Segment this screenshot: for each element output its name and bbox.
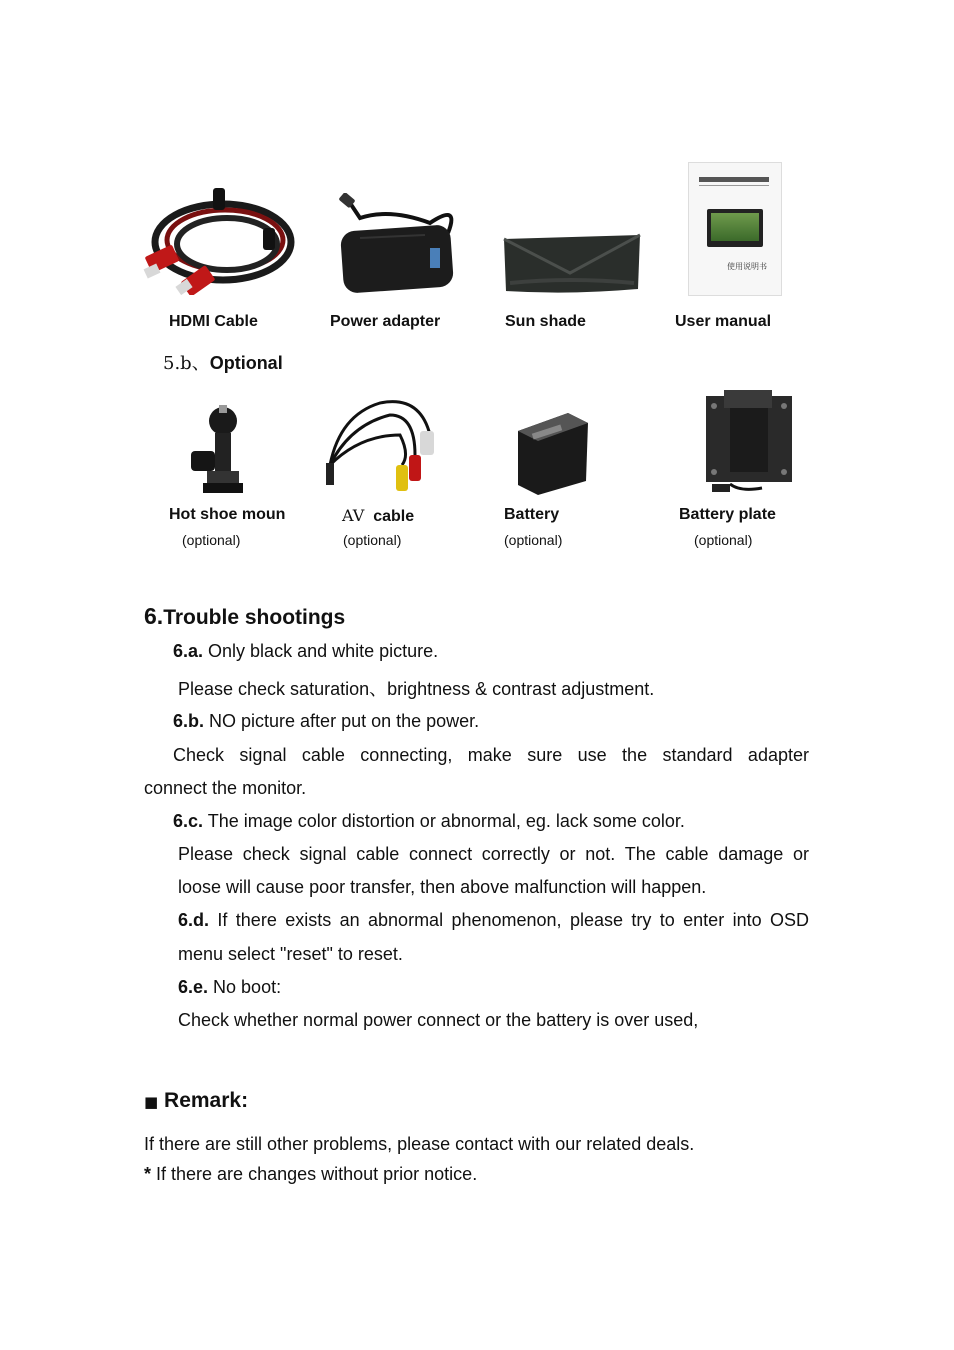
item-6c-fix-2: loose will cause poor transfer, then above malfunction will happen. <box>178 877 707 897</box>
item-6d-text-1: If there exists an abnormal phenomenon, please try to enter into OSD <box>209 910 809 930</box>
note-battery-plate: (optional) <box>694 532 753 548</box>
caption-av-cable-prefix: AV <box>342 506 365 525</box>
item-6e-label: 6.e. <box>178 977 209 997</box>
trouble-heading <box>144 603 345 630</box>
note-battery: (optional) <box>504 532 563 548</box>
caption-av-cable <box>342 506 414 526</box>
item-6c-label: 6.c. <box>173 811 204 831</box>
item-6e <box>178 977 281 998</box>
caption-user-manual: User manual <box>675 313 772 330</box>
item-6b-text: NO picture after put on the power. <box>204 711 480 731</box>
item-6e-fix: Check whether normal power connect or the battery is over used, <box>178 1010 699 1030</box>
remark-line-2 <box>144 1164 477 1185</box>
item-6e-text: No boot: <box>208 977 282 997</box>
remark-heading <box>144 1089 248 1113</box>
av-cable-icon <box>320 395 448 497</box>
battery-icon <box>512 405 592 497</box>
caption-battery: Battery <box>504 506 560 523</box>
remark-title: Remark: <box>164 1089 249 1112</box>
remark-star: * <box>144 1164 152 1184</box>
sun-shade-icon <box>500 233 644 295</box>
item-6a-text: Only black and white picture. <box>203 641 439 661</box>
battery-plate-icon <box>700 388 796 494</box>
item-6d-text-2: menu select "reset" to reset. <box>178 944 403 964</box>
trouble-number: 6. <box>144 603 164 629</box>
item-6d <box>178 910 809 931</box>
item-6b-fix-2: connect the monitor. <box>144 778 307 798</box>
note-hot-shoe-mount: (optional) <box>182 532 241 548</box>
caption-sun-shade: Sun shade <box>505 313 586 330</box>
optional-heading <box>163 349 283 375</box>
caption-hdmi-cable: HDMI Cable <box>169 313 258 330</box>
item-6b <box>173 711 479 732</box>
trouble-title: Trouble shootings <box>163 606 346 629</box>
item-6a-fix: Please check saturation、brightness & contrast adjustment. <box>178 679 655 699</box>
hot-shoe-mount-icon <box>185 405 250 497</box>
power-adapter-icon <box>330 193 465 293</box>
caption-av-cable-text: cable <box>373 508 415 525</box>
item-6d-label: 6.d. <box>178 910 210 930</box>
item-6b-label: 6.b. <box>173 711 205 731</box>
item-6c <box>173 811 685 832</box>
remark-line-2-text: If there are changes without prior notice. <box>151 1164 478 1184</box>
item-6c-fix-1: Please check signal cable connect correctly or not. The cable damage or <box>178 844 809 864</box>
caption-power-adapter: Power adapter <box>330 313 441 330</box>
item-6c-text: The image color distortion or abnormal, eg. lack some color. <box>203 811 685 831</box>
optional-heading-prefix: 5.b、 <box>163 353 210 374</box>
hdmi-cable-icon <box>143 180 298 295</box>
caption-battery-plate: Battery plate <box>679 506 776 523</box>
remark-bullet: ■ <box>144 1093 159 1111</box>
user-manual-icon <box>688 162 782 296</box>
remark-line-1: If there are still other problems, please contact with our related deals. <box>144 1134 695 1154</box>
item-6b-fix-1: Check signal cable connecting, make sure use the standard adapter <box>173 745 809 765</box>
manual-cover-text: 使用说明书 <box>727 262 767 271</box>
caption-hot-shoe-mount: Hot shoe moun <box>169 506 286 523</box>
item-6a-label: 6.a. <box>173 641 204 661</box>
optional-heading-text: Optional <box>209 353 283 373</box>
item-6a <box>173 641 438 662</box>
note-av-cable: (optional) <box>343 532 402 548</box>
